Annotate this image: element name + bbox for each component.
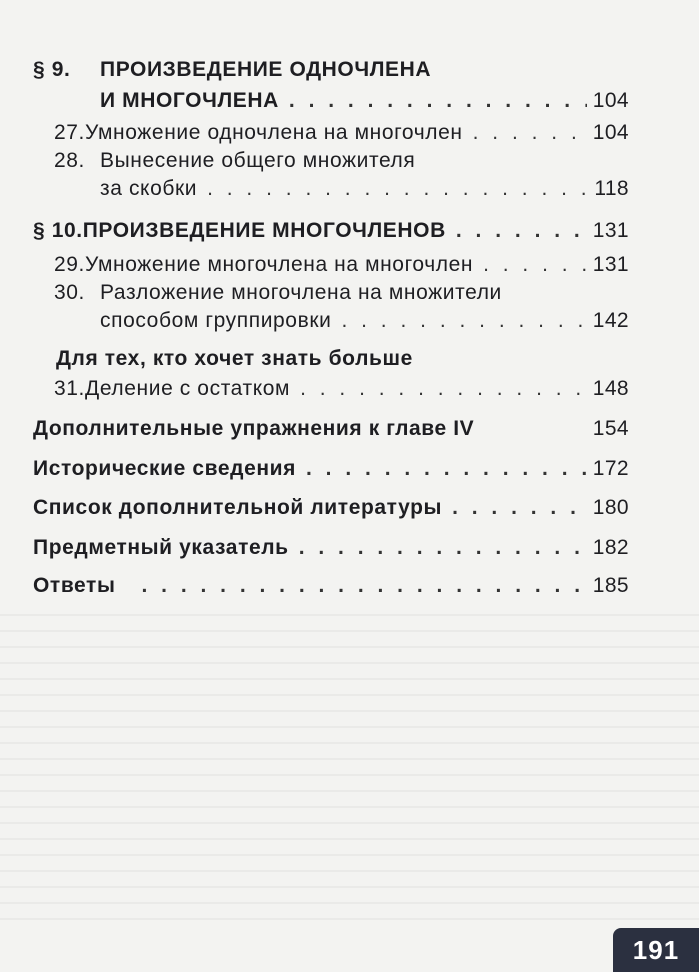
page-number: 191 <box>613 928 699 972</box>
toc-section-9-line2[interactable] <box>100 86 629 116</box>
item-29-number: 29. <box>54 253 85 276</box>
toc-extra-heading <box>56 344 616 374</box>
leader-dots <box>289 86 587 116</box>
item-29-page: 131 <box>592 253 629 276</box>
toc-history[interactable] <box>33 454 629 484</box>
toc-section-9-line1 <box>33 55 633 85</box>
toc-item-27[interactable] <box>54 118 629 148</box>
toc-item-28-line1 <box>54 146 629 176</box>
item-27-number: 27. <box>54 121 85 144</box>
item-31-page: 148 <box>592 377 629 400</box>
index-page: 182 <box>592 536 629 559</box>
answers-page: 185 <box>592 574 629 597</box>
index-text: Предметный указатель <box>33 536 289 559</box>
section-9-title-2: И МНОГОЧЛЕНА <box>100 89 279 112</box>
extra-heading-text: Для тех, кто хочет знать больше <box>56 347 413 370</box>
toc-item-29[interactable] <box>54 250 629 280</box>
item-28-number: 28. <box>54 149 85 172</box>
leader-dots <box>456 216 587 246</box>
toc-item-31[interactable] <box>54 374 629 404</box>
item-30-text-1: Разложение многочлена на множители <box>100 281 502 304</box>
leader-dots <box>473 118 587 148</box>
toc-literature[interactable] <box>33 493 629 523</box>
section-9-number: § 9. <box>33 58 71 81</box>
toc-section-10[interactable] <box>33 216 629 246</box>
extra-exercises-page: 154 <box>592 417 629 440</box>
item-29-text: Умножение многочлена на многочлен <box>85 253 474 276</box>
extra-exercises-text: Дополнительные упражнения к главе IV <box>33 417 475 440</box>
leader-dots <box>306 454 587 484</box>
leader-dots <box>299 533 587 563</box>
toc-answers[interactable] <box>33 571 629 601</box>
literature-text: Список дополнительной литературы <box>33 496 443 519</box>
item-30-number: 30. <box>54 281 85 304</box>
leader-dots <box>141 571 586 601</box>
leader-dots <box>207 174 588 204</box>
item-31-number: 31. <box>54 377 85 400</box>
section-10-page: 131 <box>592 219 629 242</box>
toc-item-30-line2[interactable] <box>100 306 629 336</box>
item-27-text: Умножение одночлена на многочлен <box>85 121 463 144</box>
section-10-number: § 10. <box>33 219 83 242</box>
answers-text: Ответы <box>33 574 116 597</box>
item-30-page: 142 <box>592 309 629 332</box>
section-10-title: ПРОИЗВЕДЕНИЕ МНОГОЧЛЕНОВ <box>82 219 446 242</box>
item-30-text-2: способом группировки <box>100 309 332 332</box>
toc-index[interactable] <box>33 533 629 563</box>
item-28-page: 118 <box>594 177 629 200</box>
item-28-text-2: за скобки <box>100 177 198 200</box>
history-page: 172 <box>592 457 629 480</box>
section-9-page: 104 <box>592 89 629 112</box>
toc-extra-exercises[interactable] <box>33 414 629 444</box>
literature-page: 180 <box>592 496 629 519</box>
section-9-title-1: ПРОИЗВЕДЕНИЕ ОДНОЧЛЕНА <box>100 58 432 81</box>
toc-item-30-line1 <box>54 278 629 308</box>
leader-dots <box>300 374 587 404</box>
item-28-text-1: Вынесение общего множителя <box>100 149 416 172</box>
bleed-through <box>0 600 699 930</box>
leader-dots <box>483 250 587 280</box>
toc-item-28-line2[interactable] <box>100 174 629 204</box>
item-27-page: 104 <box>592 121 629 144</box>
item-31-text: Деление с остатком <box>85 377 291 400</box>
leader-dots <box>341 306 586 336</box>
history-text: Исторические сведения <box>33 457 297 480</box>
leader-dots <box>452 493 587 523</box>
